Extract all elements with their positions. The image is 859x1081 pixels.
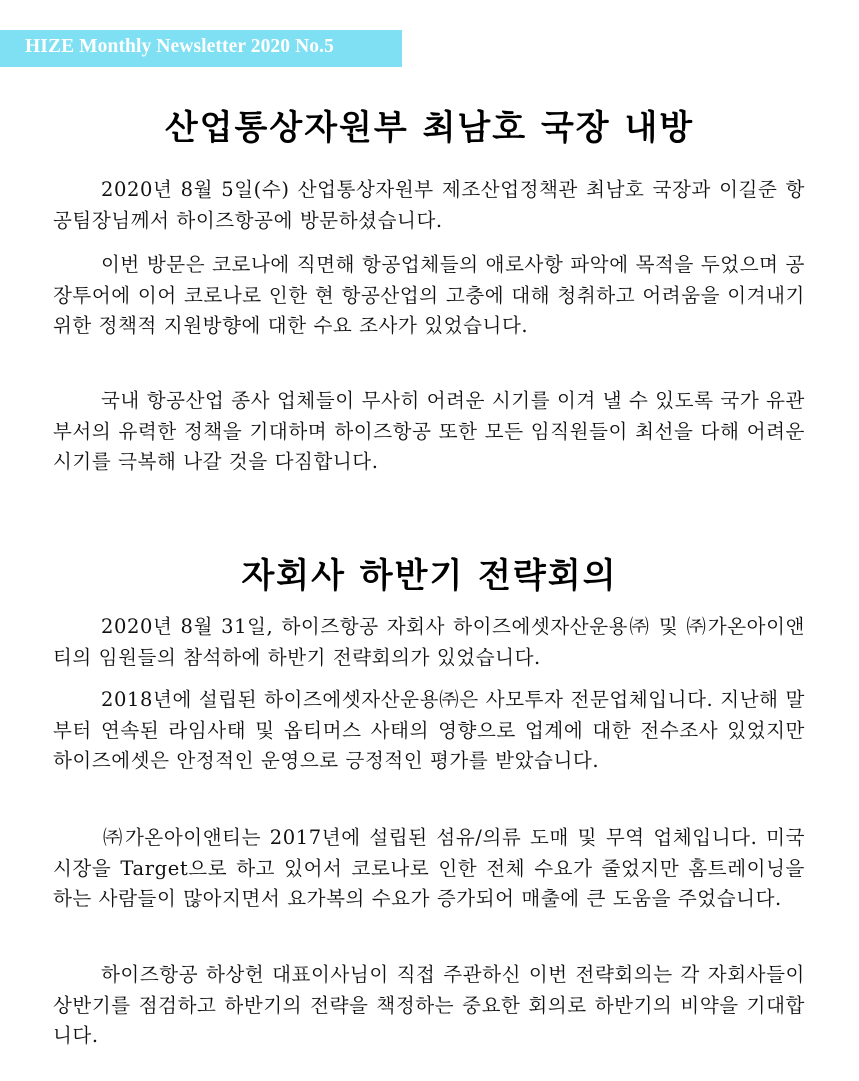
article-1-paragraph-2: 이번 방문은 코로나에 직면해 항공업체들의 애로사항 파악에 목적을 두었으며 공장투어에 이어 코로나로 인한 현 항공산업의 고충에 대해 청취하고 어려움을 이겨내기 위한 정책적 지원방향에 대한 수요 조사가 있었습니다. — [53, 253, 805, 337]
article-1-paragraph-1: 2020년 8월 5일(수) 산업통상자원부 제조산업정책관 최남호 국장과 이길준 항공팀장님께서 하이즈항공에 방문하셨습니다. — [53, 178, 805, 232]
article-2-paragraph-1: 2020년 8월 31일, 하이즈항공 자회사 하이즈에셋자산운용㈜ 및 ㈜가온아이앤티의 임원들의 참석하에 하반기 전략회의가 있었습니다. — [53, 615, 805, 669]
article-2-paragraph-3: ㈜가온아이앤티는 2017년에 설립된 섬유/의류 도매 및 무역 업체입니다. 미국시장을 Target으로 하고 있어서 코로나로 인한 전체 수요가 줄었지만 홈트레이닝을 하는 사람들이 많아지면서 요가복의 수요가 증가되어 매출에 큰 도움을 주었습니다. — [53, 826, 805, 910]
newsletter-banner — [0, 30, 402, 67]
article-1-paragraph-3: 국내 항공산업 종사 업체들이 무사히 어려운 시기를 이겨 낼 수 있도록 국가 유관부서의 유력한 정책을 기대하며 하이즈항공 또한 모든 임직원들이 최선을 다해 어려운 시기를 극복해 나갈 것을 다짐합니다. — [53, 389, 805, 473]
article-2-paragraph-2: 2018년에 설립된 하이즈에셋자산운용㈜은 사모투자 전문업체입니다. 지난해 말부터 연속된 라임사태 및 옵티머스 사태의 영향으로 업계에 대한 전수조사 있었지만 하이즈에셋은 안정적인 운영으로 긍정적인 평가를 받았습니다. — [53, 688, 805, 772]
article-1-title: 산업통상자원부 최남호 국장 내방 — [164, 108, 695, 148]
article-2-title: 자회사 하반기 전략회의 — [241, 556, 618, 596]
banner-title: HIZE Monthly Newsletter 2020 No.5 — [25, 36, 334, 57]
article-2-paragraph-4: 하이즈항공 하상헌 대표이사님이 직접 주관하신 이번 전략회의는 각 자회사들이 상반기를 점검하고 하반기의 전략을 책정하는 중요한 회의로 하반기의 비약을 기대합니다. — [53, 963, 805, 1047]
